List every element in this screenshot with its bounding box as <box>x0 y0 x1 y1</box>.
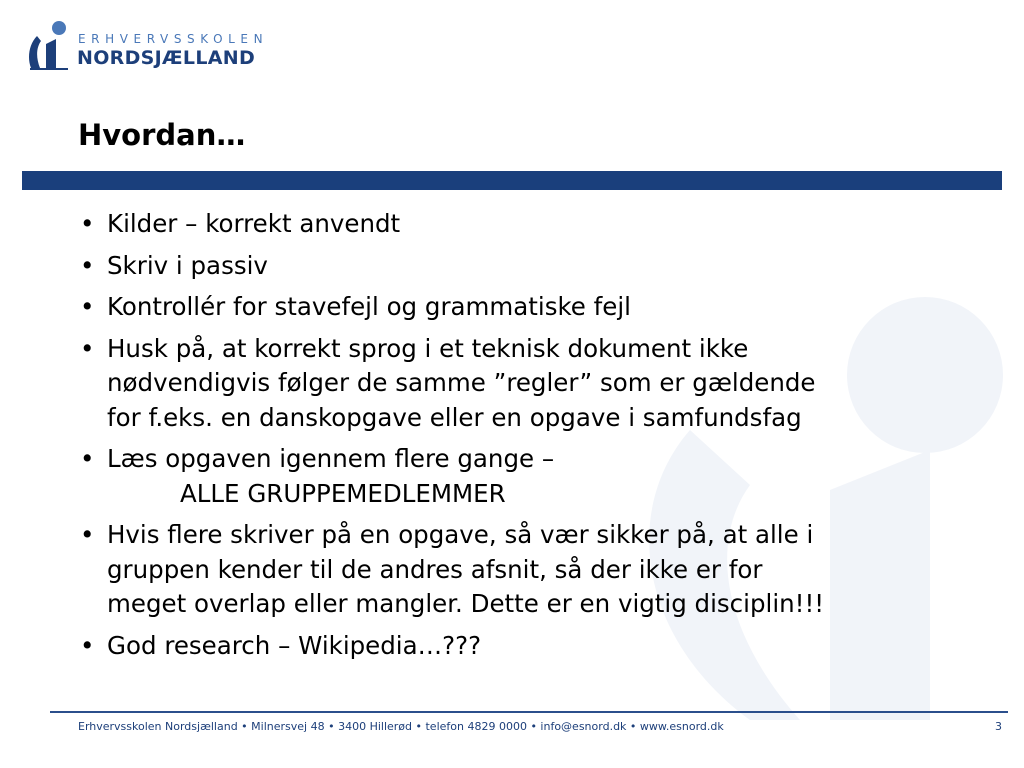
bullet-line: nødvendigvis følger de samme ”regler” som er gældende <box>107 368 816 397</box>
bullet-item <box>78 207 978 242</box>
footer-contact-text: Erhvervsskolen Nordsjælland • Milnersvej 48 • 3400 Hillerød • telefon 4829 0000 • info@esnord.dk • www.esnord.dk <box>78 720 724 733</box>
bullet-item <box>78 442 978 511</box>
bullet-line: • Hvis flere skriver på en opgave, så vær sikker på, at alle i <box>107 520 814 549</box>
bullet-line: meget overlap eller mangler. Dette er en vigtig disciplin!!! <box>107 589 825 618</box>
bullet-line: • Kilder – korrekt anvendt <box>107 209 401 238</box>
school-logo-icon <box>28 20 72 70</box>
bullet-item <box>78 290 978 325</box>
logo <box>28 20 288 72</box>
bullet-item <box>78 629 978 664</box>
bullet-line: gruppen kender til de andres afsnit, så der ikke er for <box>107 554 763 584</box>
title-divider-bar <box>22 171 1002 190</box>
bullet-line: • God research – Wikipedia…??? <box>107 630 482 660</box>
bullet-line: • Læs opgaven igennem flere gange – <box>107 444 555 473</box>
bullet-item <box>78 332 978 436</box>
footer-divider <box>50 711 1008 713</box>
logo-top-text: ERHVERVSSKOLEN <box>78 32 269 46</box>
bullet-line: • Husk på, at korrekt sprog i et teknisk dokument ikke <box>107 333 749 363</box>
bullet-line: • Skriv i passiv <box>107 250 268 280</box>
bullet-line: • Kontrollér for stavefejl og grammatiske fejl <box>107 292 631 321</box>
page-number: 3 <box>995 720 1002 733</box>
logo-bottom-text: NORDSJÆLLAND <box>77 47 256 69</box>
bullet-item <box>78 518 978 622</box>
bullet-subline: ALLE GRUPPEMEDLEMMER <box>180 478 506 508</box>
bullet-list <box>78 207 978 670</box>
bullet-item <box>78 249 978 284</box>
bullet-line: for f.eks. en danskopgave eller en opgave i samfundsfag <box>107 402 802 432</box>
slide-title: Hvordan… <box>78 118 246 152</box>
